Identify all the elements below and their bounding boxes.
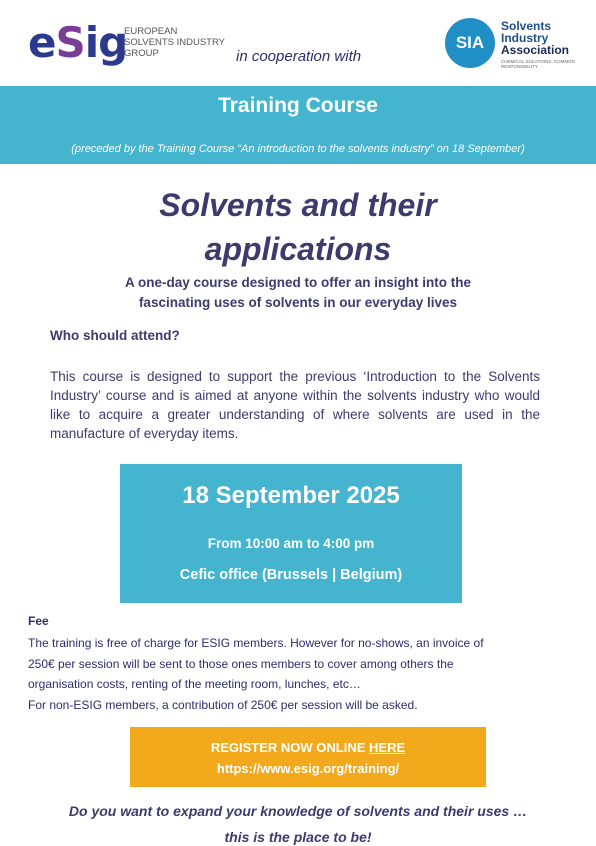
banner-subtitle: (preceded by the Training Course “An introduction to the solvents industry” on 18 September) xyxy=(71,143,525,155)
course-subtitle: A one-day course designed to offer an insight into the fascinating uses of solvents in our everyday lives xyxy=(124,275,472,310)
sia-logo xyxy=(445,16,585,76)
event-date: 18 September 2025 xyxy=(182,482,400,509)
training-course-banner xyxy=(0,86,596,164)
fee-text: The training is free of charge for ESIG members. However for no-shows, an invoice of 250€ per session will be sent to those ones members to cover among others the organisation costs, renting of the meeting room, lunches, etc… For non-ESIG members, a contribution of 250€ per session will be asked. xyxy=(28,636,484,712)
closing-question: Do you want to expand your knowledge of solvents and their uses … xyxy=(68,803,528,819)
register-here-link[interactable]: HERE xyxy=(369,740,406,755)
event-venue: Cefic office (Brussels | Belgium) xyxy=(179,567,403,583)
event-time: From 10:00 am to 4:00 pm xyxy=(207,536,375,551)
esig-logo-tagline: EUROPEAN SOLVENTS INDUSTRY GROUP xyxy=(124,26,226,59)
event-details-box xyxy=(120,464,462,603)
course-description: This course is designed to support the previous ‘Introduction to the Solvents Industry’ course and is aimed at anyone within the solvents industry who would like to acquire a greater understanding of where solvents are used in the manufacture of everyday items. xyxy=(50,369,540,441)
register-line: REGISTER NOW ONLINE HERE xyxy=(210,740,406,755)
esig-logo xyxy=(28,18,228,74)
register-box xyxy=(130,727,486,787)
sia-logo-circle: SIA xyxy=(445,18,495,68)
course-title: Solvents and their applications xyxy=(159,187,437,267)
sia-logo-name: Solvents Industry Association xyxy=(501,19,570,57)
register-url[interactable]: https://www.esig.org/training/ xyxy=(216,761,400,776)
who-should-attend-heading: Who should attend? xyxy=(50,328,180,343)
banner-title: Training Course xyxy=(218,94,378,117)
esig-logo-wordmark: eSig xyxy=(28,18,128,67)
cooperation-text: in cooperation with xyxy=(236,48,362,65)
fee-heading: Fee xyxy=(28,614,49,628)
sia-logo-tagline: CHEMICAL SOLUTIONS, COMMON RESPONSIBILITY xyxy=(501,59,575,69)
closing-tagline: this is the place to be! xyxy=(224,829,372,845)
